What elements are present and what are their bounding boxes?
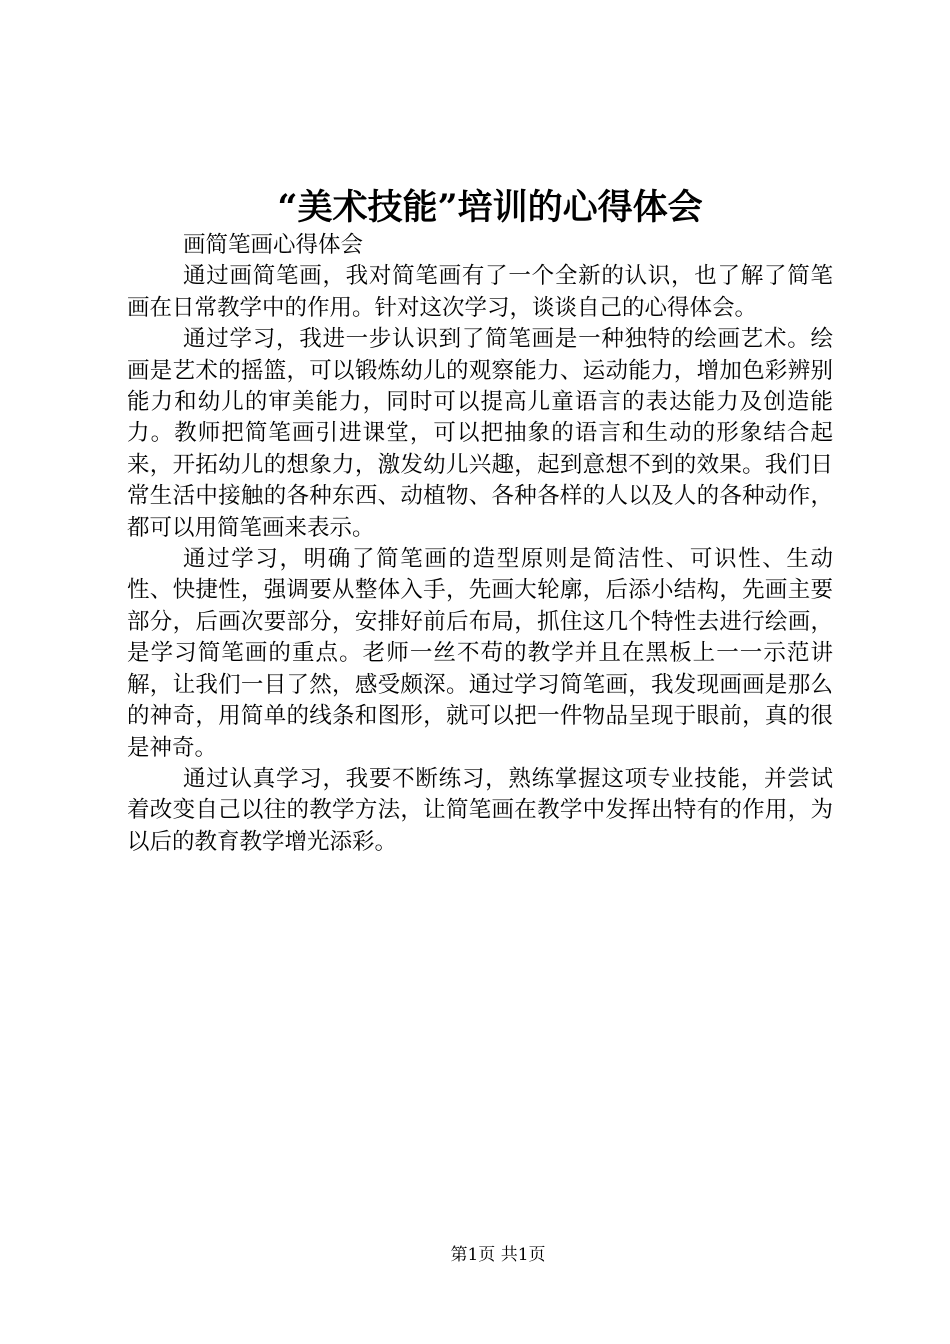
paragraph-intro: 通过画简笔画，我对简笔画有了一个全新的认识，也了解了简笔画在日常教学中的作用。针对这次学习，谈谈自己的心得体会。: [127, 263, 833, 321]
paragraph-conclusion: 通过认真学习，我要不断练习，熟练掌握这项专业技能，并尝试着改变自己以往的教学方法，让简笔画在教学中发挥出特有的作用，为以后的教育教学增光添彩。: [127, 765, 833, 855]
document-title: “美术技能”培训的心得体会: [277, 187, 703, 228]
paragraph-art-form: 通过学习，我进一步认识到了简笔画是一种独特的绘画艺术。绘画是艺术的摇篮，可以锻炼幼儿的观察能力、运动能力，增加色彩辨别能力和幼儿的审美能力，同时可以提高儿童语言的表达能力及创造能力。教师把简笔画引进课堂，可以把抽象的语言和生动的形象结合起来，开拓幼儿的想象力，激发幼儿兴趣，起到意想不到的效果。我们日常生活中接触的各种东西、动植物、各种各样的人以及人的各种动作，都可以用简笔画来表示。: [127, 326, 833, 541]
page-footer: 第1页 共1页: [450, 1245, 546, 1265]
document-body: [127, 230, 833, 858]
paragraph-principles: 通过学习，明确了简笔画的造型原则是简洁性、可识性、生动性、快捷性，强调要从整体入手，先画大轮廓，后添小结构，先画主要部分，后画次要部分，安排好前后布局，抓住这几个特性去进行绘画，是学习简笔画的重点。老师一丝不苟的教学并且在黑板上一一示范讲解，让我们一目了然，感受颇深。通过学习简笔画，我发现画画是那么的神奇，用简单的线条和图形，就可以把一件物品呈现于眼前，真的很是神奇。: [127, 546, 833, 761]
paragraph-subtitle: 画简笔画心得体会: [183, 232, 364, 258]
